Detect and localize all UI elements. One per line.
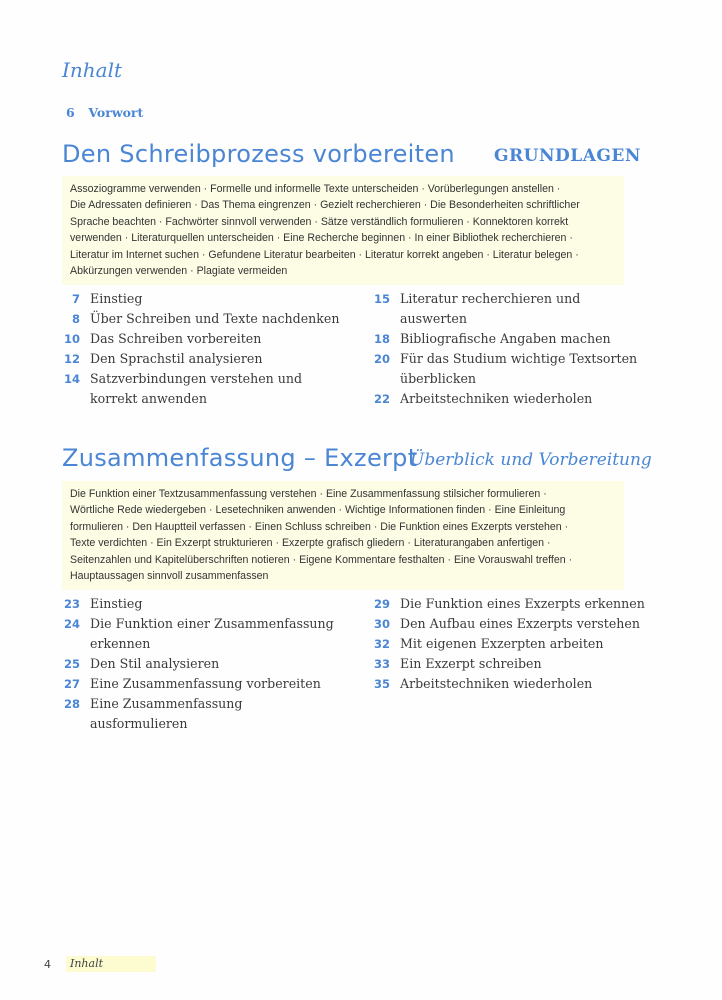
summary-line: Hauptaussagen sinnvoll zusammenfassen	[70, 570, 269, 583]
toc-entry[interactable]	[372, 594, 652, 614]
toc-entry[interactable]	[372, 289, 642, 329]
toc-entry[interactable]	[62, 369, 342, 409]
summary-line: Sprache beachten · Fachwörter sinnvoll verwenden · Sätze verständlich formulieren · Konnektoren korrekt	[70, 215, 569, 228]
entry-label: Ein Exzerpt schreiben	[400, 656, 542, 671]
entry-label: Über Schreiben und Texte nachdenken	[90, 311, 340, 326]
page-number: 14	[63, 372, 80, 386]
toc-entry[interactable]	[62, 694, 342, 734]
page-number: 18	[373, 332, 390, 346]
toc-entry[interactable]	[372, 349, 642, 389]
section-title: Den Schreibprozess vorbereiten	[62, 140, 455, 168]
entry-label: Bibliografische Angaben machen	[400, 331, 611, 346]
entry-label: Das Schreiben vorbereiten	[90, 331, 262, 346]
page-number: 35	[373, 677, 390, 691]
page-number: 32	[373, 637, 390, 651]
toc-entry[interactable]	[372, 329, 642, 349]
toc-entry[interactable]	[62, 594, 342, 614]
footer-label: Inhalt	[66, 956, 156, 972]
toc-entry[interactable]	[62, 349, 342, 369]
summary-line: Seitenzahlen und Kapitelüberschriften notieren · Eigene Kommentare festhalten · Eine Vorauswahl treffen ·	[70, 553, 573, 566]
summary-line: Die Adressaten definieren · Das Thema eingrenzen · Gezielt recherchieren · Die Besonderheiten schriftlicher	[70, 199, 580, 212]
section-summary	[62, 176, 624, 285]
page-number: 23	[63, 597, 80, 611]
page-number: 7	[71, 292, 80, 306]
footer-page-number: 4	[44, 958, 51, 971]
entry-label: Einstieg	[90, 291, 143, 306]
entry-label: Arbeitstechniken wiederholen	[400, 391, 593, 406]
toc-entry[interactable]	[372, 654, 652, 674]
toc-column-right	[372, 594, 652, 694]
entry-label: Einstieg	[90, 596, 143, 611]
entry-label: Eine Zusammenfassung vorbereiten	[90, 676, 321, 691]
toc-entry[interactable]	[372, 634, 652, 654]
page-number: 15	[373, 292, 390, 306]
page-number: 6	[66, 105, 75, 120]
page-number: 28	[63, 697, 80, 711]
page-number: 10	[63, 332, 80, 346]
toc-entry[interactable]	[62, 309, 342, 329]
entry-label: Die Funktion eines Exzerpts erkennen	[400, 596, 645, 611]
toc-entry[interactable]	[62, 614, 342, 654]
toc-entry[interactable]	[372, 389, 642, 409]
toc-column-right	[372, 289, 642, 409]
toc-entry[interactable]	[62, 289, 342, 309]
summary-line: Literatur im Internet suchen · Gefundene Literatur bearbeiten · Literatur korrekt angeben · Literatur belegen ·	[70, 248, 579, 261]
toc-column-left	[62, 289, 342, 409]
page-number: 24	[63, 617, 80, 631]
summary-line: Abkürzungen verwenden · Plagiate vermeiden	[70, 265, 288, 278]
summary-line: Die Funktion einer Textzusammenfassung verstehen · Eine Zusammenfassung stilsicher formulieren ·	[70, 488, 547, 500]
toc-entry[interactable]	[62, 654, 342, 674]
page-number: 20	[373, 352, 390, 366]
page-number: 29	[373, 597, 390, 611]
entry-label: Vorwort	[88, 105, 144, 120]
page-number: 12	[63, 352, 80, 366]
page-title: Inhalt	[62, 58, 123, 82]
entry-label: Die Funktion einer Zusammenfassung erkennen	[90, 616, 334, 651]
page-number: 22	[373, 392, 390, 406]
summary-line: Assoziogramme verwenden · Formelle und informelle Texte unterscheiden · Vorüberlegungen anstellen ·	[70, 183, 561, 195]
section-tag: GRUNDLAGEN	[494, 146, 641, 166]
toc-entry[interactable]	[62, 329, 342, 349]
page-number: 33	[373, 657, 390, 671]
toc-entry-vorwort[interactable]	[66, 105, 143, 120]
entry-label: Literatur recherchieren und auswerten	[400, 291, 581, 326]
entry-label: Eine Zusammenfassung ausformulieren	[90, 696, 243, 731]
toc-entry[interactable]	[372, 614, 652, 634]
entry-label: Den Stil analysieren	[90, 656, 220, 671]
entry-label: Mit eigenen Exzerpten arbeiten	[400, 636, 604, 651]
page-number: 8	[71, 312, 80, 326]
summary-line: verwenden · Literaturquellen unterscheiden · Eine Recherche beginnen · In einer Bibliothek recherchieren ·	[70, 232, 573, 245]
entry-label: Arbeitstechniken wiederholen	[400, 676, 593, 691]
summary-line: Wörtliche Rede wiedergeben · Lesetechniken anwenden · Wichtige Informationen finden · Eine Einleitung	[70, 504, 566, 517]
entry-label: Satzverbindungen verstehen und korrekt anwenden	[90, 371, 303, 406]
section-title: Zusammenfassung – Exzerpt	[62, 444, 418, 472]
toc-entry[interactable]	[62, 674, 342, 694]
page-number: 25	[63, 657, 80, 671]
toc-entry[interactable]	[372, 674, 652, 694]
page-number: 30	[373, 617, 390, 631]
section-summary	[62, 481, 624, 590]
section-tag: Überblick und Vorbereitung	[410, 450, 652, 470]
entry-label: Für das Studium wichtige Textsorten überblicken	[400, 351, 638, 386]
entry-label: Den Sprachstil analysieren	[90, 351, 263, 366]
toc-column-left	[62, 594, 342, 734]
entry-label: Den Aufbau eines Exzerpts verstehen	[400, 616, 640, 631]
page-number: 27	[63, 677, 80, 691]
summary-line: formulieren · Den Hauptteil verfassen · Einen Schluss schreiben · Die Funktion eines Exzerpts verstehen ·	[70, 520, 569, 533]
summary-line: Texte verdichten · Ein Exzerpt strukturieren · Exzerpte grafisch gliedern · Literaturangaben anfertigen ·	[70, 537, 551, 550]
